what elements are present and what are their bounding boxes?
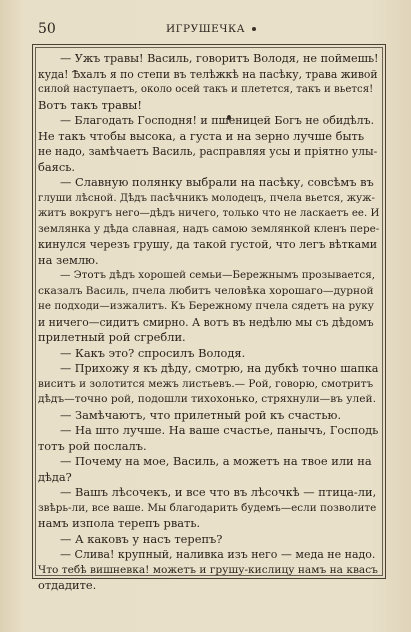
text-line: — Этотъ дѣдъ хорошей семьи—Бережнымъ прозывается, — [60, 269, 376, 281]
page-number: 50 — [38, 21, 56, 37]
text-line: — А каковъ у насъ терепъ? — [60, 531, 223, 546]
text-line: — Прихожу я къ дѣду, смотрю, на дубкѣ точно шапка — [60, 362, 379, 375]
text-line: на землю. — [38, 252, 99, 267]
text-line: — Славную полянку выбрали на пасѣку, совсѣмъ въ — [60, 175, 374, 189]
text-line: дѣда? — [38, 469, 72, 484]
text-line: — Замѣчаютъ, что прилетный рой къ счастью. — [60, 407, 342, 422]
text-line: Вотъ такъ травы! — [38, 97, 142, 112]
text-line: и ничего—сидитъ смирно. А вотъ въ недѣлю мы съ дѣдомъ — [38, 315, 374, 329]
text-line: куда! Ѣхалъ я по степи въ телѣжкѣ на пасѣку, трава живой — [38, 67, 378, 81]
text-line: — Вашъ лѣсочекъ, и все что въ лѣсочкѣ — птица-ли, — [60, 485, 377, 499]
text-line: — Ужъ травы! Василь, говоритъ Володя, не поймешь! — [60, 52, 379, 65]
text-line: глуши лѣсной. Дѣдъ пасѣчникъ молодецъ, пчела вьется, жуж- — [38, 192, 375, 204]
text-line: — Слива! крупный, наливка изъ него — меда не надо. — [60, 548, 376, 561]
text-line: — На што лучше. На ваше счастье, панычъ, Господь — [60, 423, 379, 437]
text-line: Не такъ чтобы высока, а густа и на зерно лучше быть — [38, 128, 365, 143]
text-line: виситъ и золотится межъ листьевъ.— Рой, говорю, смотритъ — [38, 377, 374, 390]
body-text — [38, 51, 379, 594]
text-line: — Какъ это? спросилъ Володя. — [60, 345, 246, 360]
text-line: кинулся черезъ грушу, да такой густой, что легъ вѣтками — [38, 238, 378, 251]
running-title: ИГРУШЕЧКА — [165, 23, 246, 35]
text-line: не надо, замѣчаетъ Василь, расправляя усы и пріятно улы- — [38, 145, 378, 158]
text-line: Что тебѣ вишневка! можетъ и грушу-кислицу намъ на квасъ — [38, 563, 378, 576]
text-line: отдадите. — [38, 578, 97, 592]
text-line: баясь. — [38, 159, 76, 174]
text-line: сказалъ Василь, пчела любитъ человѣка хорошаго—дурной — [38, 284, 374, 297]
text-line: силой наступаетъ, около осей такъ и плетется, такъ и вьется! — [38, 84, 374, 95]
text-line: не подходи—изжалитъ. Къ Бережному пчела сядетъ на руку — [38, 300, 374, 312]
text-line: намъ изпола терепъ рвать. — [38, 516, 201, 530]
text-line: — Благодать Господня! и пшеницей Богъ не обидѣлъ. — [60, 114, 375, 127]
text-line: тотъ рой послалъ. — [38, 438, 147, 453]
text-line: дѣдъ—точно рой, подошли тихохонько, стряхнули—въ улей. — [38, 393, 376, 405]
text-line: житъ вокругъ него—дѣдъ ничего, только что не ласкаетъ ее. И — [38, 208, 379, 219]
text-line: землянка у дѣда славная, надъ самою землянкой кленъ пере- — [38, 222, 379, 235]
text-line: звѣрь-ли, все ваше. Мы благодарить будемъ—если позволите — [38, 501, 377, 514]
print-dot-mark — [252, 27, 256, 31]
text-line: прилетный рой сгребли. — [38, 330, 186, 344]
text-line: — Почему на мое, Василь, а можетъ на твое или на — [60, 454, 372, 468]
